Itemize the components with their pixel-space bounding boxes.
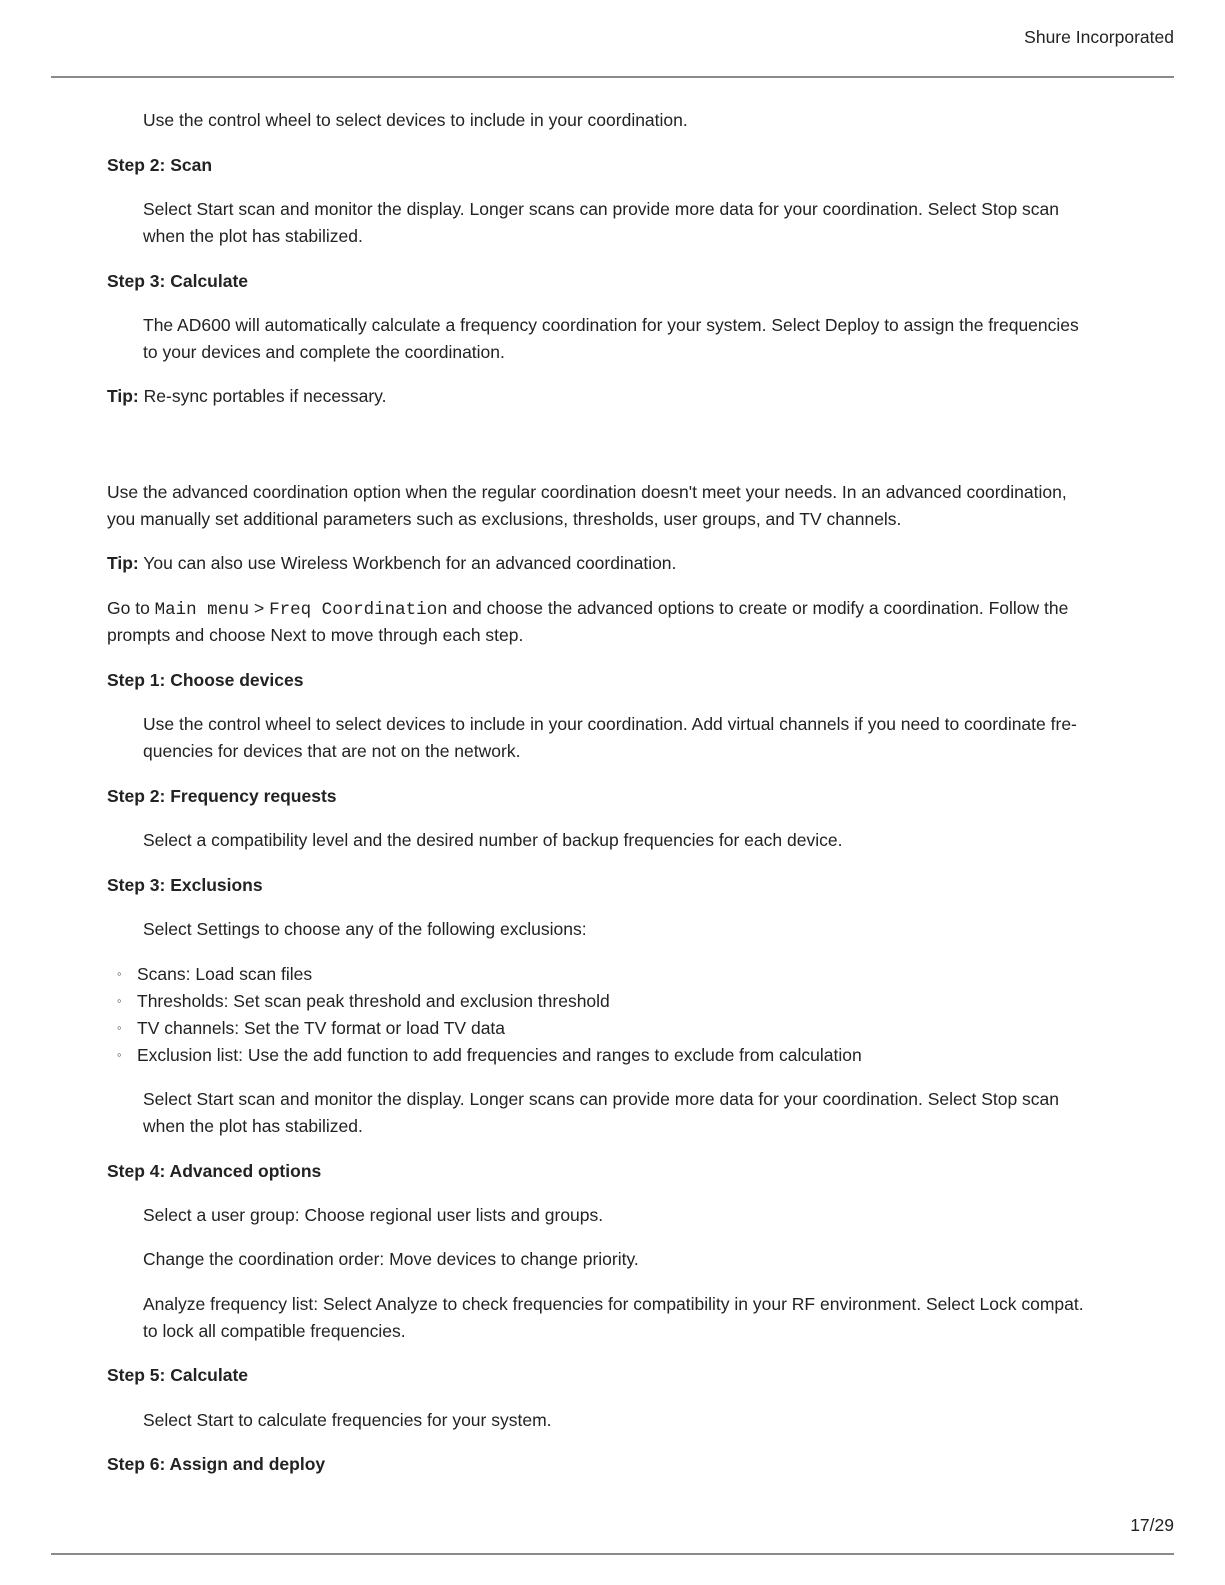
tip-text: Re-sync portables if necessary. <box>138 386 387 406</box>
adv-step4-analyze-line2: to lock all compatible frequencies. <box>143 1321 406 1341</box>
bullet-text: Exclusion list: Use the add function to add frequencies and ranges to exclude from calculation <box>137 1045 862 1065</box>
goto-instruction-line1 <box>107 597 1068 621</box>
goto-instruction-line2: prompts and choose Next to move through each step. <box>107 625 524 645</box>
basic-step2-heading: Step 2: Scan <box>107 155 213 175</box>
advanced-tip <box>107 552 676 574</box>
tip-label: Tip: <box>107 553 139 573</box>
adv-step3-body: Select Settings to choose any of the following exclusions: <box>143 919 587 939</box>
footer-rule <box>51 1553 1174 1555</box>
adv-step3-scan-line1: Select Start scan and monitor the display. Longer scans can provide more data for your coordination. Select Stop scan <box>143 1089 1060 1109</box>
adv-step3-scan-line2: when the plot has stabilized. <box>143 1116 363 1136</box>
menu-path-main: Main menu <box>154 600 250 620</box>
menu-path-separator: > <box>249 598 270 618</box>
tip-label: Tip: <box>107 386 139 406</box>
tip-text: You can also use Wireless Workbench for an advanced coordination. <box>138 553 677 573</box>
adv-step1-heading: Step 1: Choose devices <box>107 670 304 690</box>
goto-suffix: and choose the advanced options to create or modify a coordination. Follow the <box>447 598 1069 618</box>
basic-tip <box>107 385 386 407</box>
adv-step5-body: Select Start to calculate frequencies for your system. <box>143 1410 552 1430</box>
bullet-text: Scans: Load scan files <box>137 964 313 984</box>
adv-step5-heading: Step 5: Calculate <box>107 1365 249 1385</box>
basic-step3-heading: Step 3: Calculate <box>107 271 249 291</box>
adv-step1-body-line2: quencies for devices that are not on the network. <box>143 741 521 761</box>
goto-prefix: Go to <box>107 598 155 618</box>
bullet-text: Thresholds: Set scan peak threshold and exclusion threshold <box>137 991 610 1011</box>
header-rule <box>51 76 1174 78</box>
basic-step2-body-line1: Select Start scan and monitor the display. Longer scans can provide more data for your coordination. Select Stop scan <box>143 199 1060 219</box>
bullet-icon: ◦ <box>117 993 122 1008</box>
adv-step4-user-group: Select a user group: Choose regional user lists and groups. <box>143 1205 604 1225</box>
advanced-intro-line2: you manually set additional parameters such as exclusions, thresholds, user groups, and TV channels. <box>107 509 902 529</box>
bullet-icon: ◦ <box>117 966 122 981</box>
basic-step2-body-line2: when the plot has stabilized. <box>143 226 363 246</box>
bullet-text: TV channels: Set the TV format or load TV data <box>137 1018 506 1038</box>
basic-step3-body-line1: The AD600 will automatically calculate a frequency coordination for your system. Select Deploy to assign the frequencies <box>143 315 1079 335</box>
adv-step3-heading: Step 3: Exclusions <box>107 875 263 895</box>
adv-step4-heading: Step 4: Advanced options <box>107 1161 322 1181</box>
adv-step4-analyze-line1: Analyze frequency list: Select Analyze to check frequencies for compatibility in your RF environment. Select Lock compat. <box>143 1294 1084 1314</box>
basic-step1-body: Use the control wheel to select devices to include in your coordination. <box>143 110 688 130</box>
adv-step4-order: Change the coordination order: Move devices to change priority. <box>143 1249 639 1269</box>
adv-step1-body-line1: Use the control wheel to select devices to include in your coordination. Add virtual channels if you need to coordinate fre- <box>143 714 1077 734</box>
adv-step2-body: Select a compatibility level and the desired number of backup frequencies for each device. <box>143 830 843 850</box>
menu-path-item: Freq Coordination <box>269 600 448 620</box>
adv-step2-heading: Step 2: Frequency requests <box>107 786 337 806</box>
bullet-icon: ◦ <box>117 1020 122 1035</box>
running-header: Shure Incorporated <box>1024 27 1174 47</box>
advanced-intro-line1: Use the advanced coordination option when the regular coordination doesn't meet your needs. In an advanced coordination, <box>107 482 1067 502</box>
adv-step6-heading: Step 6: Assign and deploy <box>107 1454 326 1474</box>
basic-step3-body-line2: to your devices and complete the coordination. <box>143 342 505 362</box>
page-number: 17/29 <box>1130 1515 1174 1535</box>
bullet-icon: ◦ <box>117 1047 122 1062</box>
